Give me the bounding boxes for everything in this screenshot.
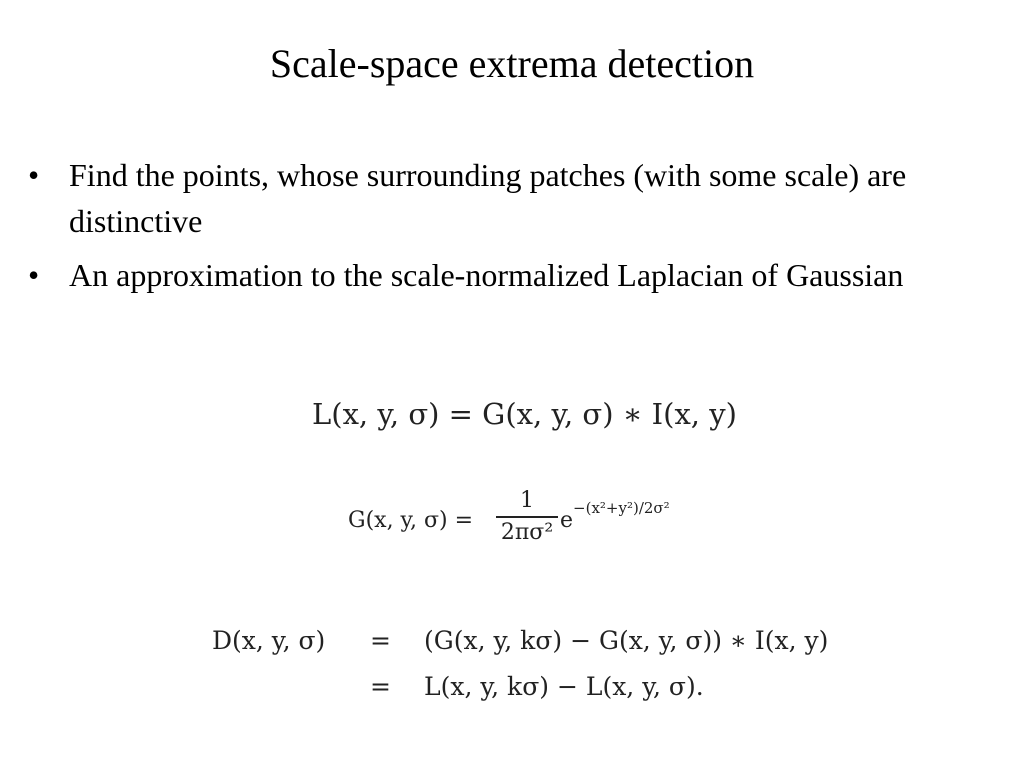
dog-lhs: D(x, y, σ) [212, 626, 326, 655]
dog-rhs: L(x, y, kσ) − L(x, y, σ). [424, 672, 704, 701]
fraction-denominator: 2πσ² [500, 519, 554, 545]
slide-title: Scale-space extrema detection [269, 41, 755, 86]
dog-equals: = [370, 626, 391, 655]
dog-rhs: (G(x, y, kσ) − G(x, y, σ)) ∗ I(x, y) [424, 626, 829, 655]
exp-exponent: −(x²+y²)/2σ² [573, 498, 670, 517]
bullet-item [22, 152, 982, 244]
gaussian-fraction [496, 488, 558, 546]
bullet-list [22, 152, 982, 306]
bullet-item [22, 252, 982, 298]
gaussian-lhs: G(x, y, σ) = [348, 508, 474, 533]
fraction-numerator: 1 [520, 488, 534, 513]
exp-base: e [560, 508, 574, 533]
bullet-marker: • [28, 257, 40, 293]
dog-equals: = [370, 672, 391, 701]
bullet-marker: • [28, 157, 40, 193]
bullet-text: An approximation to the scale-normalized Laplacian of Gaussian [69, 257, 904, 293]
equation-scale-space: L(x, y, σ) = G(x, y, σ) ∗ I(x, y) [312, 397, 737, 431]
bullet-text: Find the points, whose surrounding patches (with some scale) are distinctive [69, 157, 907, 239]
fraction-bar [496, 516, 558, 518]
